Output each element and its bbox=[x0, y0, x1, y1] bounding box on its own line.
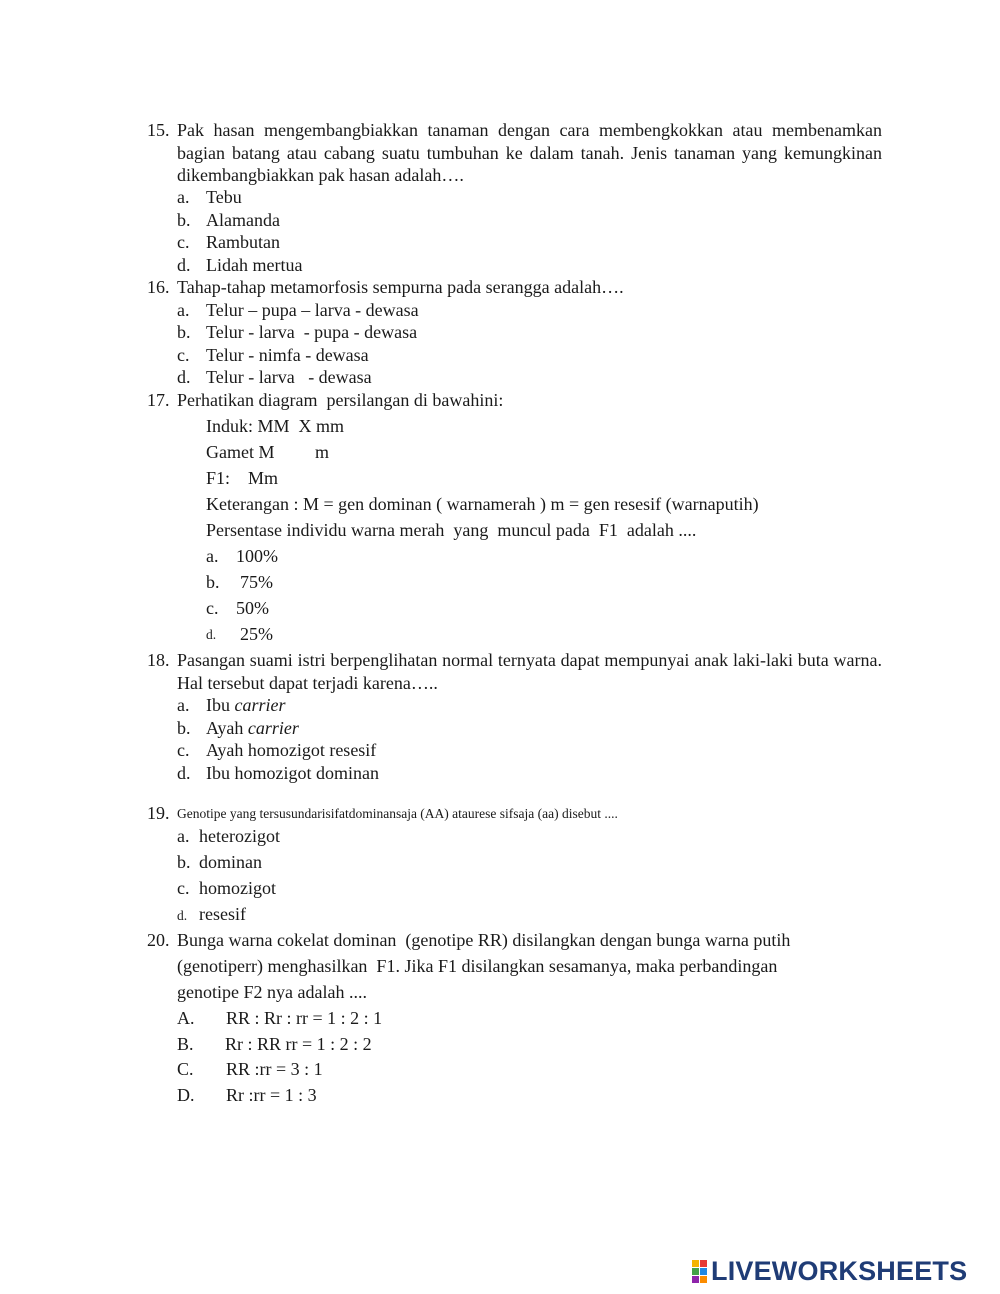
option-text: RR : Rr : rr = 1 : 2 : 1 bbox=[226, 1008, 383, 1028]
logo-mark-icon bbox=[692, 1260, 707, 1283]
option-letter: c. bbox=[177, 878, 190, 898]
option-letter: b. bbox=[177, 210, 191, 230]
liveworksheets-logo bbox=[692, 1256, 992, 1286]
option-letter: A. bbox=[177, 1008, 195, 1028]
question-text-line: (genotiperr) menghasilkan F1. Jika F1 disilangkan sesamanya, maka perbandingan bbox=[177, 956, 778, 976]
question-number: 16. bbox=[147, 277, 170, 297]
option-text: 75% bbox=[240, 572, 273, 592]
option-letter: c. bbox=[177, 740, 190, 760]
option-text: RR :rr = 3 : 1 bbox=[226, 1059, 323, 1079]
question-text: Genotipe yang tersusundarisifatdominansaja (AA) ataurese sifsaja (aa) disebut .... bbox=[177, 806, 618, 821]
option-letter: d. bbox=[177, 763, 191, 783]
option-text: homozigot bbox=[199, 878, 276, 898]
option-text: Ibu carrier bbox=[206, 695, 286, 715]
question-number: 17. bbox=[147, 390, 170, 410]
option-letter: d. bbox=[177, 255, 191, 275]
cross-gametes: Gamet M m bbox=[206, 442, 329, 462]
option-letter: a. bbox=[177, 300, 190, 320]
option-text: Telur - nimfa - dewasa bbox=[206, 345, 369, 365]
cross-legend: Keterangan : M = gen dominan ( warnamerah ) m = gen resesif (warnaputih) bbox=[206, 494, 759, 514]
question-text: Tahap-tahap metamorfosis sempurna pada serangga adalah…. bbox=[177, 277, 624, 297]
option-text: 25% bbox=[240, 624, 273, 644]
option-letter: d. bbox=[206, 627, 217, 642]
question-text: Perhatikan diagram persilangan di bawahini: bbox=[177, 390, 504, 410]
option-text: Ibu homozigot dominan bbox=[206, 763, 379, 783]
option-letter: c. bbox=[177, 232, 190, 252]
option-text: Rambutan bbox=[206, 232, 280, 252]
option-text: dominan bbox=[199, 852, 262, 872]
option-text: Rr :rr = 1 : 3 bbox=[226, 1085, 317, 1105]
option-letter: a. bbox=[177, 695, 190, 715]
question-text: Pasangan suami istri berpenglihatan normal ternyata dapat mempunyai anak laki-laki buta warna. Hal tersebut dapat terjadi karena….. bbox=[177, 650, 882, 693]
option-letter: d. bbox=[177, 367, 191, 387]
question-number: 18. bbox=[147, 650, 170, 670]
question-prompt: Persentase individu warna merah yang muncul pada F1 adalah .... bbox=[206, 520, 697, 540]
option-letter: C. bbox=[177, 1059, 194, 1079]
option-text: Telur – pupa – larva - dewasa bbox=[206, 300, 419, 320]
logo-text: LIVEWORKSHEETS bbox=[711, 1255, 968, 1286]
option-text: 100% bbox=[236, 546, 278, 566]
question-number: 15. bbox=[147, 120, 170, 140]
question-text: Pak hasan mengembangbiakkan tanaman dengan cara membengkokkan atau membenamkan bagian batang atau cabang suatu tumbuhan ke dalam tanah. Jenis tanaman yang kemungkinan dikembangbiakkan pak hasan adalah…. bbox=[177, 120, 882, 185]
option-text: Ayah carrier bbox=[206, 718, 299, 738]
option-letter: b. bbox=[177, 852, 191, 872]
option-text: Telur - larva - dewasa bbox=[206, 367, 372, 387]
option-text: heterozigot bbox=[199, 826, 280, 846]
option-text: Telur - larva - pupa - dewasa bbox=[206, 322, 418, 342]
option-text: Lidah mertua bbox=[206, 255, 303, 275]
option-letter: b. bbox=[206, 572, 220, 592]
option-letter: a. bbox=[206, 546, 219, 566]
cross-f1: F1: Mm bbox=[206, 468, 279, 488]
option-text: resesif bbox=[199, 904, 246, 924]
question-text-line: genotipe F2 nya adalah .... bbox=[177, 982, 367, 1002]
option-text: Alamanda bbox=[206, 210, 280, 230]
option-text: Rr : RR rr = 1 : 2 : 2 bbox=[225, 1034, 372, 1054]
option-letter: B. bbox=[177, 1034, 194, 1054]
question-number: 20. bbox=[147, 930, 170, 950]
option-text: 50% bbox=[236, 598, 269, 618]
option-text: Tebu bbox=[206, 187, 242, 207]
option-text: Ayah homozigot resesif bbox=[206, 740, 377, 760]
question-number: 19. bbox=[147, 803, 170, 823]
option-letter: c. bbox=[177, 345, 190, 365]
option-letter: a. bbox=[177, 826, 190, 846]
option-letter: d. bbox=[177, 908, 188, 923]
cross-parents: Induk: MM X mm bbox=[206, 416, 345, 436]
option-letter: a. bbox=[177, 187, 190, 207]
option-letter: b. bbox=[177, 718, 191, 738]
option-letter: D. bbox=[177, 1085, 195, 1105]
option-letter: c. bbox=[206, 598, 219, 618]
option-letter: b. bbox=[177, 322, 191, 342]
question-text-line: Bunga warna cokelat dominan (genotipe RR) disilangkan dengan bunga warna putih bbox=[177, 930, 791, 950]
